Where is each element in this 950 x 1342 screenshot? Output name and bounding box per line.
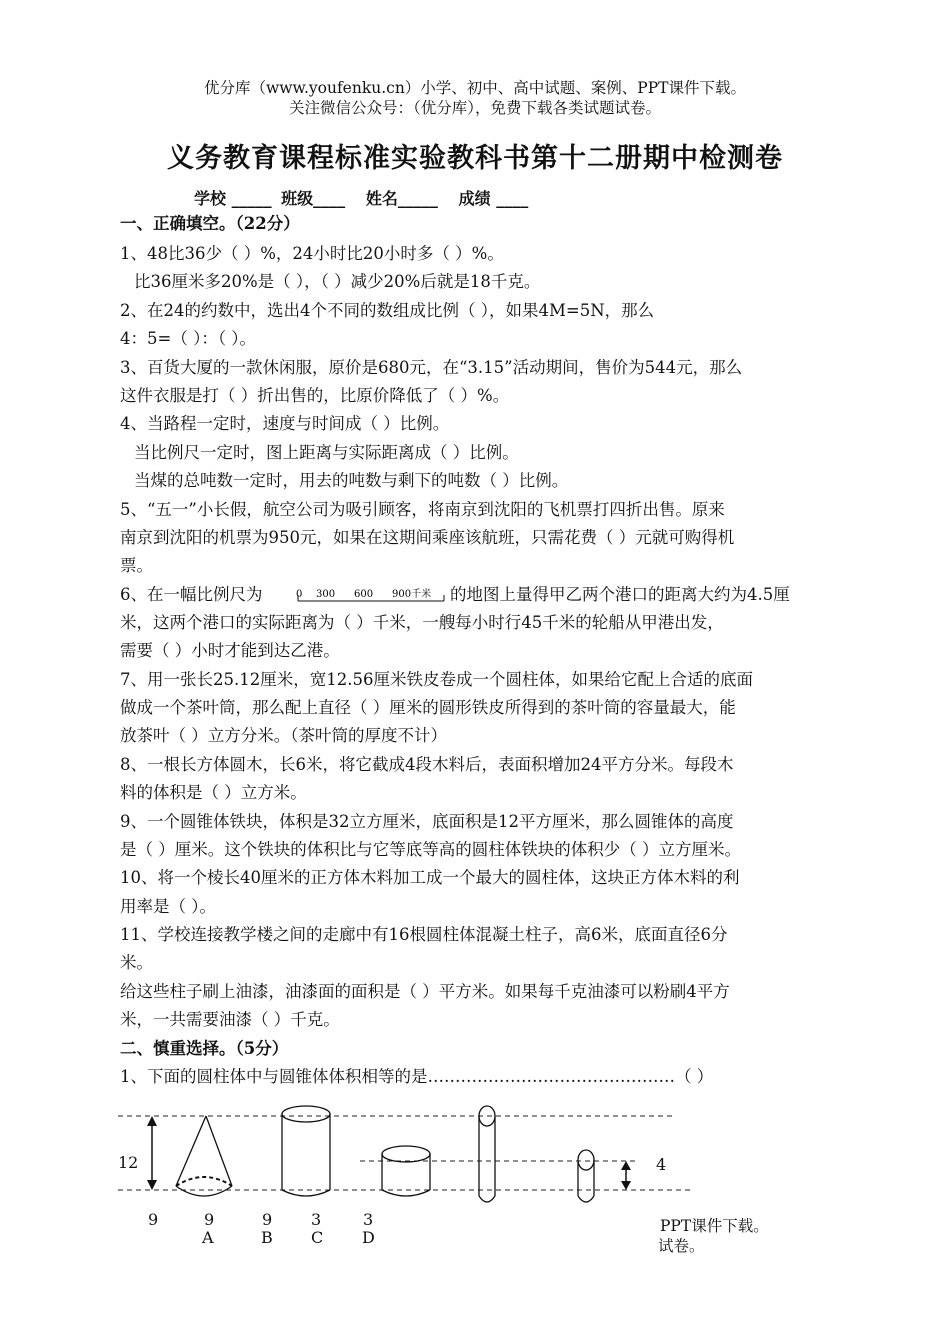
q6-line-1a: 6、在一幅比例尺为 [120,585,263,604]
q10-line-2: 用率是（ ）。 [120,897,216,916]
q9-line-1: 9、一个圆锥体铁块，体积是32立方厘米，底面积是12平方厘米，那么圆锥体的高度 [120,812,734,831]
height-arrow-icon [147,1116,157,1190]
q2-line-2: 4：5=（ ）：（ ）。 [120,329,257,348]
q7-line-3: 放茶叶（ ）立方分米。（茶叶筒的厚度不计） [120,726,447,745]
q11-line-2: 米。 [120,953,153,972]
q5-line-1: 5、“五一”小长假，航空公司为吸引顾客，将南京到沈阳的飞机票打四折出售。原来 [120,500,725,519]
header-line-2: 关注微信公众号：（优分库），免费下载各类试题试卷。 [288,99,661,117]
q3-line-2: 这件衣服是打（ ）折出售的，比原价降低了（ ）%。 [120,386,510,405]
choice-q1: 1、下面的圆柱体中与圆锥体体积相等的是………………………………………（ ） [120,1067,714,1086]
q1-line-2: 比36厘米多20%是（ ），（ ）减少20%后就是18千克。 [134,272,541,291]
diameter-label: 9 [262,1210,273,1229]
option-c[interactable]: C [311,1228,324,1247]
q9-line-2: 是（ ）厘米。这个铁块的体积比与它等底等高的圆柱体铁块的体积少（ ）立方厘米。 [120,840,741,859]
page-title: 义务教育课程标准实验教科书第十二册期中检测卷 [167,143,783,174]
q6-line-3: 需要（ ）小时才能到达乙港。 [120,641,340,660]
q4-line-2: 当比例尺一定时，图上距离与实际距离成（ ）比例。 [134,443,519,462]
q3-line-1: 3、百货大厦的一款休闲服，原价是680元，在“3.15”活动期间，售价为544元，那么 [120,358,743,377]
cylinder-c-icon [479,1106,495,1202]
scale-tick-1: 300 [316,589,336,600]
q6-line-1b: 的地图上量得甲乙两个港口的距离大约为4.5厘 [450,585,790,604]
scale-tick-3: 900千米 [392,589,432,600]
q11-line-3: 给这些柱子刷上油漆，油漆面的面积是（ ）平方米。如果每千克油漆可以粉刷4平方 [120,982,730,1001]
option-d[interactable]: D [362,1228,375,1247]
score-field: 成绩 ____ [458,189,529,208]
geometry-figure [110,1098,710,1248]
class-field: 班级____ [281,189,346,208]
diameter-label: 3 [311,1210,322,1229]
q8-line-1: 8、一根长方体圆木，长6米，将它截成4段木料后，表面积增加24平方分米。每段木 [120,755,734,774]
height-arrow-small-icon [621,1161,631,1190]
school-field: 学校 _____ [194,189,272,208]
q1-line-1: 1、48比36少（ ）%，24小时比20小时多（ ）%。 [120,244,504,263]
section-1-heading: 一、正确填空。（22分） [120,214,300,233]
cone-icon [176,1116,232,1196]
cylinder-d-icon [578,1150,594,1202]
diameter-label: 3 [363,1210,374,1229]
option-a[interactable]: A [202,1228,214,1247]
scale-tick-2: 600 [354,589,374,600]
q5-line-3: 票。 [120,556,153,575]
footer-line-1: PPT课件下载。 [660,1217,769,1235]
label-height-4: 4 [656,1155,667,1174]
scale-bar-icon [292,583,450,607]
cylinder-a-icon [282,1106,330,1196]
q7-line-2: 做成一个茶叶筒，那么配上直径（ ）厘米的圆形铁皮所得到的茶叶筒的容量最大，能 [120,698,736,717]
diameter-label: 9 [204,1210,215,1229]
section-2-heading: 二、慎重选择。（5分） [120,1039,289,1058]
footer-line-2: 试卷。 [658,1237,705,1255]
q7-line-1: 7、用一张长25.12厘米，宽12.56厘米铁皮卷成一个圆柱体，如果给它配上合适的底面 [120,670,753,689]
q6-line-2: 米，这两个港口的实际距离为（ ）千米，一艘每小时行45千米的轮船从甲港出发， [120,613,724,632]
q4-line-1: 4、当路程一定时，速度与时间成（ ）比例。 [120,414,450,433]
label-height-12: 12 [118,1153,139,1172]
header-line-1: 优分库（www.youfenku.cn）小学、初中、高中试题、案例、PPT课件下载。 [203,79,747,97]
name-field: 姓名_____ [365,189,438,208]
q4-line-3: 当煤的总吨数一定时，用去的吨数与剩下的吨数（ ）比例。 [134,471,569,490]
q8-line-2: 料的体积是（ ）立方米。 [120,783,307,802]
option-b[interactable]: B [261,1228,273,1247]
q2-line-1: 2、在24的约数中，选出4个不同的数组成比例（ ），如果4M=5N，那么 [120,301,655,320]
scale-tick-0: 0 [296,589,303,600]
q11-line-1: 11、学校连接教学楼之间的走廊中有16根圆柱体混凝土柱子，高6米，底面直径6分 [120,925,728,944]
q5-line-2: 南京到沈阳的机票为950元，如果在这期间乘座该航班，只需花费（ ）元就可购得机 [120,528,735,547]
cylinder-b-icon [382,1146,430,1196]
student-info [194,186,532,209]
q11-line-4: 米，一共需要油漆（ ）千克。 [120,1010,340,1029]
q10-line-1: 10、将一个棱长40厘米的正方体木料加工成一个最大的圆柱体，这块正方体木料的利 [120,868,740,887]
diameter-label: 9 [148,1210,159,1229]
